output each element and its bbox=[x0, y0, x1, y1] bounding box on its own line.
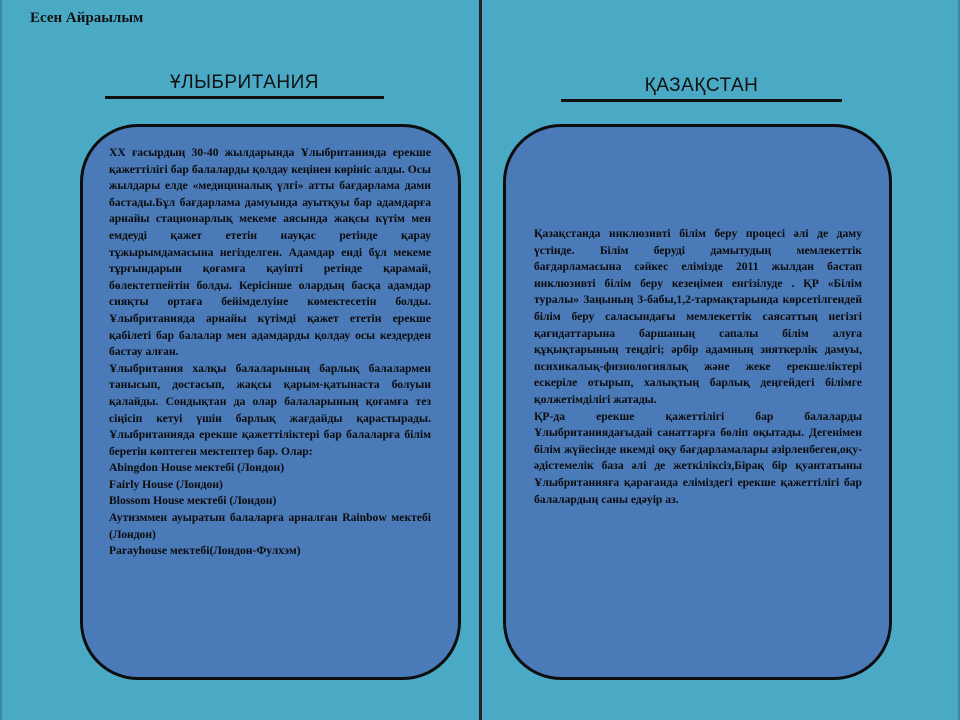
heading-uk-underline bbox=[105, 96, 384, 99]
uk-school-item: Blossom House мектебі (Лондон) bbox=[109, 494, 277, 508]
heading-uk-text: ҰЛЫБРИТАНИЯ bbox=[170, 72, 319, 93]
author-name: Есен Айраылым bbox=[30, 10, 144, 26]
heading-kz bbox=[561, 74, 842, 98]
uk-school-item: Fairly House (Лондон) bbox=[109, 477, 223, 491]
uk-paragraph: XX ғасырдың 30-40 жылдарында Ұлыбританияда ерекше қажеттілігі бар балаларды қолдау кеңінен көрініс алды. Осы жылдары елде «медициналық үлгі» атты бағдарлама дами бастады.Бұл бағдарлама дамуында ауытқуы бар адамдарға арнайы стационарлық мекеме аясында жақсы күтім мен емдеуді қажет ететін науқас ретінде қарау тұжырымдамасына негізделген. Адамдар енді бұл мекеме тұрғындарын қоғамға қауіпті ретінде қарамай, бөлектетпейтін болды. Керісінше олардың басқа адамдар сияқты ортаға бейімделуіне көмектесетін болды. Ұлыбританияда арнайы күтімді қажет ететін ерекше қабілеті бар балалар мен адамдарды қолдау осы кездерден бастау алған. bbox=[109, 146, 431, 359]
heading-uk bbox=[105, 71, 384, 95]
uk-paragraph: Ұлыбритания халқы балаларының барлық балалармен танысып, достасып, жақсы қарым-қатынаста болуын қалайды. Сондықтан да олар балаларының қоғамға тез сіңісіп кетуі үшін барлық жағдайды қарастырады. Ұлыбританияда ерекше қажеттіліктері бар балаларға білім беретін көптеген мектептер бар. Олар: bbox=[109, 361, 431, 458]
kz-paragraph: ҚР-да ерекше қажеттілігі бар балаларды Ұлыбританиядағыдай санаттарға бөліп оқытады. Дегенімен білім жүйесінде икемді оқу бағдарламалары әзірленбеген,оқу-әдістемелік база әлі де жеткіліксіз,Бірақ бір қуантатыны Ұлыбританияға қарағанда еліміздегі ерекше қажеттілігі бар балалардың саны едәуір аз. bbox=[534, 409, 862, 506]
kz-text-body bbox=[534, 226, 862, 508]
uk-school-item: Parayhouse мектебі(Лондон-Фулхэм) bbox=[109, 544, 301, 558]
uk-text-body bbox=[109, 145, 431, 560]
kz-paragraph: Қазақстанда инклюзивті білім беру процесі әлі де даму үстінде. Білім беруді дамытудың мемлекеттік бағдарламасына сәйкес елімізде 2011 жылдан бастап инклюзивті білім беру кезеңімен енгізілуде . ҚР «Білім туралы» Заңының 3-бабы,1,2-тармақтарында көрсетілгендей білім беру саласындағы мемлекеттік саясаттың негізгі қағидаттарына баршаның сапалы білім алуға құқықтарының теңдігі; әрбір адамның зияткерлік дамуы, психикалық-физиологиялық және жеке ерекшеліктері ескеріле отырып, халықтың барлық деңгейдегі білімге қолжетімділігі жатады. bbox=[534, 227, 862, 406]
heading-kz-underline bbox=[561, 99, 842, 102]
uk-school-item: Аутизммен ауыратын балаларға арналған Rainbow мектебі (Лондон) bbox=[109, 511, 431, 541]
heading-kz-text: ҚАЗАҚСТАН bbox=[644, 75, 759, 96]
uk-school-item: Abingdon House мектебі (Лондон) bbox=[109, 461, 285, 475]
center-divider bbox=[479, 0, 482, 720]
